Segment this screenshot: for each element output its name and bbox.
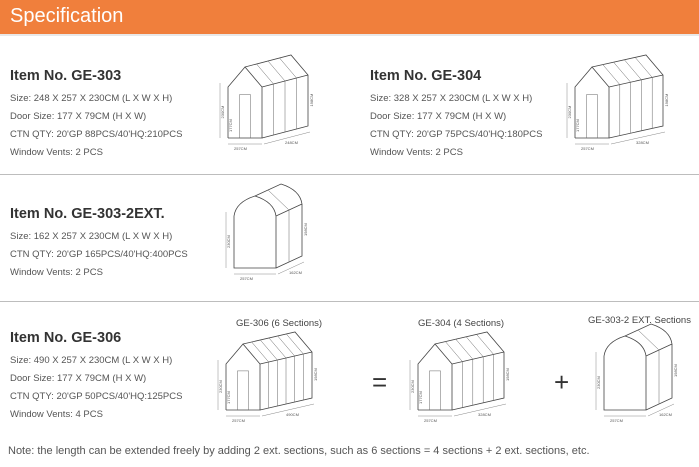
length-dim-label: 328CM: [478, 412, 491, 417]
roof-rib: [280, 58, 297, 78]
roof-rib: [456, 339, 473, 359]
roof-rib: [603, 65, 620, 85]
spec-size: Size: 248 X 257 X 230CM (L X W X H): [10, 93, 173, 104]
roof-rib: [268, 190, 289, 210]
side-height-label: 198CM: [673, 364, 678, 377]
height-dim-label: 230CM: [596, 376, 601, 389]
width-dim-label: 257CM: [240, 276, 253, 281]
roof-rib: [257, 64, 274, 84]
length-dim-label: 162CM: [289, 270, 302, 275]
roof-rib: [269, 338, 286, 358]
roof-rib: [477, 334, 494, 354]
caption-ext-sections: GE-303-2 EXT. Sections: [588, 315, 691, 326]
spec-size: Size: 328 X 257 X 230CM (L X W X H): [370, 93, 533, 104]
door-frame: [430, 371, 441, 410]
footnote: Note: the length can be extended freely by adding 2 ext. sections, such as 6 sections = 4 sections + 2 ext. sections, etc.: [8, 445, 590, 457]
width-dim-label: 257CM: [610, 418, 623, 423]
spec-door: Door Size: 177 X 79CM (H X W): [370, 111, 507, 122]
front-gable: [226, 344, 260, 410]
greenhouse-drawing-ext-part: [594, 328, 694, 432]
width-dim-label: 257CM: [424, 418, 437, 423]
roof-rib: [445, 342, 462, 362]
item-title: Item No. GE-304: [370, 68, 482, 84]
length-dim-label: 328CM: [636, 140, 649, 145]
roof-rib: [268, 61, 285, 81]
page-title: Specification: [10, 5, 124, 27]
equals-sign: =: [372, 367, 388, 397]
spec-header: [0, 0, 699, 36]
door-frame: [238, 371, 249, 410]
roof-rib: [638, 330, 659, 350]
height-dim-label: 230CM: [567, 105, 572, 119]
caption-ge-306: GE-306 (6 Sections): [236, 318, 323, 329]
height-dim-label: 230CM: [220, 105, 225, 119]
spec-size: Size: 162 X 257 X 230CM (L X W X H): [10, 231, 173, 242]
roof-rib: [260, 340, 277, 360]
item-ge-304: [370, 68, 542, 162]
greenhouse-drawing-ge-304-part: [408, 332, 526, 432]
section-divider: [0, 301, 699, 302]
spec-vents: Window Vents: 2 PCS: [10, 147, 103, 158]
spec-vents: Window Vents: 2 PCS: [370, 147, 463, 158]
roof-rib: [466, 337, 483, 357]
door-dim-label: 177CM: [575, 119, 580, 132]
plus-sign: +: [554, 367, 570, 397]
item-title: Item No. GE-306: [10, 330, 122, 346]
roof-rib: [286, 334, 303, 354]
spec-door: Door Size: 177 X 79CM (H X W): [10, 111, 147, 122]
side-height-label: 198CM: [303, 223, 308, 236]
door-dim-label: 177CM: [228, 119, 233, 132]
caption-ge-304: GE-304 (4 Sections): [418, 318, 505, 329]
front-gable: [418, 344, 452, 410]
spec-ctn: CTN QTY: 20'GP 165PCS/40'HQ:400PCS: [10, 249, 188, 260]
roof-rib: [614, 62, 631, 82]
front-gable-arch: [604, 336, 646, 410]
eave-line: [452, 352, 504, 364]
width-dim-label: 257CM: [581, 146, 594, 151]
width-dim-label: 257CM: [234, 146, 247, 151]
door-dim-label: 177CM: [226, 391, 231, 404]
item-ge-306: [10, 330, 182, 424]
front-gable: [575, 67, 609, 138]
spec-door: Door Size: 177 X 79CM (H X W): [10, 373, 147, 384]
length-dim-label: 490CM: [286, 412, 299, 417]
height-dim-label: 230CM: [410, 380, 415, 393]
height-dim-label: 230CM: [218, 380, 223, 393]
roof-side-outline: [245, 55, 308, 138]
roof-rib: [252, 342, 269, 362]
greenhouse-drawing-ge-304: [565, 55, 685, 160]
length-dim-label: 248CM: [285, 140, 298, 145]
eave-line: [609, 75, 663, 87]
spec-size: Size: 490 X 257 X 230CM (L X W X H): [10, 355, 173, 366]
roof-side-outline: [255, 184, 302, 268]
item-ge-303: [10, 68, 182, 162]
spec-ctn: CTN QTY: 20'GP 88PCS/40'HQ:210PCS: [10, 129, 183, 140]
door-frame: [587, 95, 598, 138]
length-dim-label: 162CM: [659, 412, 672, 417]
side-height-label: 198CM: [505, 368, 510, 381]
item-ge-303-2ext: [10, 206, 188, 282]
roof-side-outline: [625, 324, 672, 410]
door-frame: [240, 95, 251, 138]
section-divider: [0, 174, 699, 175]
width-dim-label: 257CM: [232, 418, 245, 423]
greenhouse-drawing-ge-306: [216, 332, 334, 432]
front-gable-arch: [234, 196, 276, 268]
greenhouse-drawing-ge-303: [218, 55, 330, 160]
roof-rib: [635, 57, 652, 77]
roof-rib: [278, 336, 295, 356]
side-height-label: 198CM: [313, 368, 318, 381]
door-dim-label: 177CM: [418, 391, 423, 404]
roof-rib: [624, 60, 641, 80]
front-gable: [228, 67, 262, 138]
side-height-label: 198CM: [664, 93, 669, 107]
spec-vents: Window Vents: 4 PCS: [10, 409, 103, 420]
spec-ctn: CTN QTY: 20'GP 50PCS/40'HQ:125PCS: [10, 391, 183, 402]
item-title: Item No. GE-303-2EXT.: [10, 206, 165, 222]
side-height-label: 198CM: [309, 93, 314, 107]
height-dim-label: 230CM: [226, 235, 231, 248]
item-title: Item No. GE-303: [10, 68, 122, 84]
spec-vents: Window Vents: 2 PCS: [10, 267, 103, 278]
greenhouse-drawing-ge-303-2ext: [224, 188, 324, 290]
spec-ctn: CTN QTY: 20'GP 75PCS/40'HQ:180PCS: [370, 129, 543, 140]
